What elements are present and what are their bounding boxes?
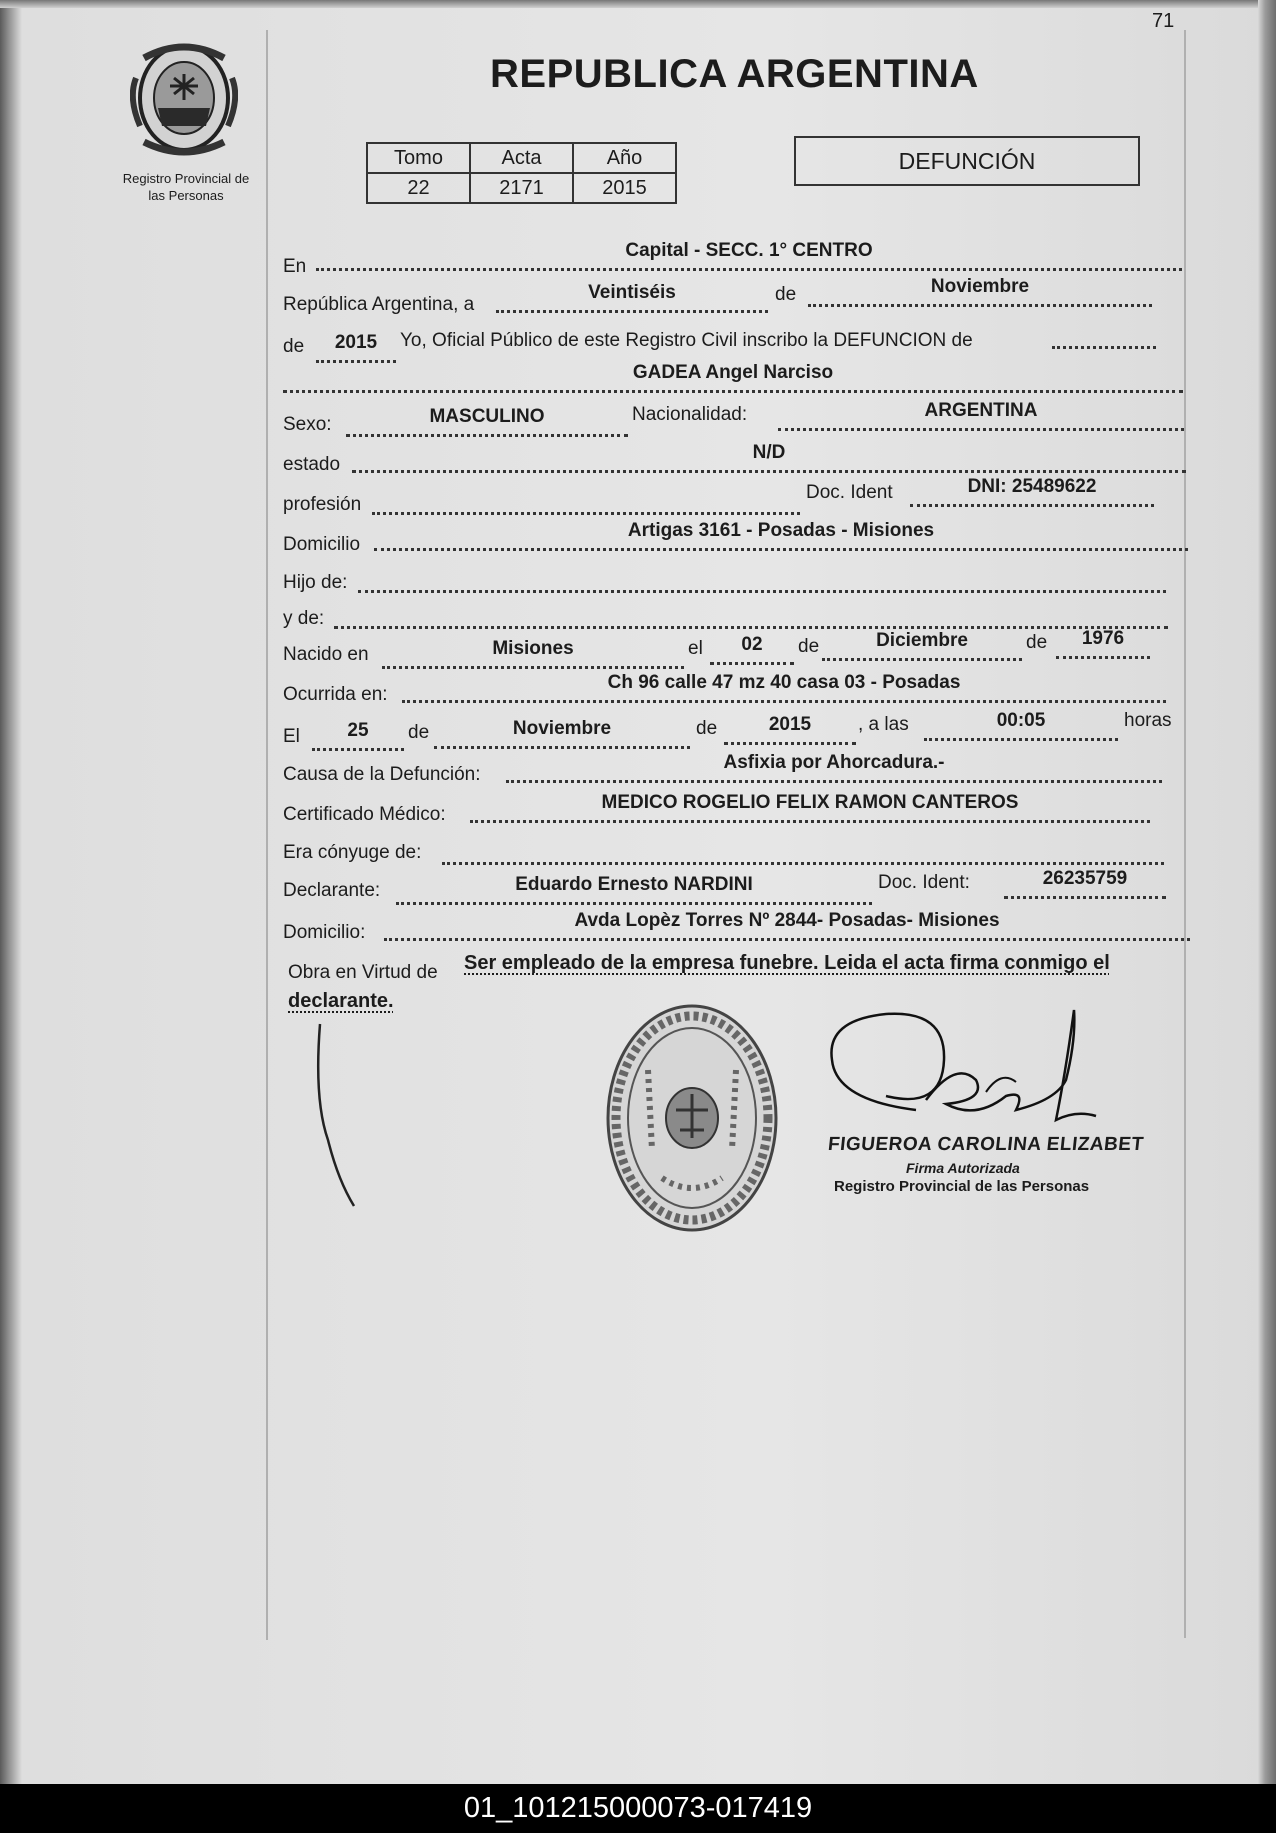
field-conyuge — [442, 832, 1164, 865]
field-ocurrida: Ch 96 calle 47 mz 40 casa 03 - Posadas — [402, 670, 1166, 703]
field-nacionalidad: ARGENTINA — [778, 398, 1184, 431]
field-mes: Noviembre — [808, 274, 1152, 307]
field-domicilio: Artigas 3161 - Posadas - Misiones — [374, 518, 1188, 551]
field-fallec-anio: 2015 — [724, 712, 856, 745]
field-nacido-lugar: Misiones — [382, 636, 684, 669]
label-obra: Obra en Virtud de — [288, 962, 438, 983]
page-number: 71 — [1152, 10, 1175, 32]
label-hijo-de: Hijo de: — [283, 572, 348, 593]
record-type-box: DEFUNCIÓN — [794, 136, 1140, 186]
field-causa: Asfixia por Ahorcadura.- — [506, 750, 1162, 783]
record-table — [366, 142, 677, 204]
label-de-5: de — [408, 722, 430, 743]
label-ocurrida-en: Ocurrida en: — [283, 684, 388, 705]
field-fallec-mes: Noviembre — [434, 716, 690, 749]
field-nacido-mes: Diciembre — [822, 628, 1022, 661]
label-de-1: de — [775, 284, 797, 305]
field-nacido-anio: 1976 — [1056, 626, 1150, 659]
signatory-name: FIGUEROA CAROLINA ELIZABET — [826, 1134, 1145, 1155]
field-anio: 2015 — [316, 330, 396, 363]
field-doc: DNI: 25489622 — [910, 474, 1154, 507]
label-y-de: y de: — [283, 608, 325, 629]
field-certificado: MEDICO ROGELIO FELIX RAMON CANTEROS — [470, 790, 1150, 823]
tomo-header: Tomo — [367, 143, 470, 173]
field-declarante: Eduardo Ernesto NARDINI — [396, 872, 872, 905]
field-dia: Veintiséis — [496, 280, 768, 313]
registry-label-line1: Registro Provincial de — [122, 171, 250, 186]
page-top-edge — [0, 0, 1276, 8]
field-hora: 00:05 — [924, 708, 1118, 741]
anio-value: 2015 — [573, 173, 676, 203]
field-y-de — [334, 596, 1168, 629]
field-declarante-doc: 26235759 — [1004, 866, 1166, 899]
page-binding-edge — [1258, 0, 1276, 1784]
margin-rule-right — [1184, 30, 1186, 1638]
signatory-org: Registro Provincial de las Personas — [834, 1178, 1090, 1195]
label-horas: horas — [1124, 710, 1172, 731]
official-stamp-icon — [602, 1000, 782, 1236]
label-causa: Causa de la Defunción: — [283, 764, 481, 785]
field-hijo-de — [358, 560, 1166, 593]
field-yo-continuation — [1052, 316, 1156, 349]
field-obra-line2: declarante. — [288, 990, 394, 1012]
label-declarante: Declarante: — [283, 880, 381, 901]
registry-label — [106, 170, 266, 204]
label-de-6: de — [696, 718, 718, 739]
field-profesion — [372, 482, 800, 515]
label-a-las: , a las — [858, 714, 909, 735]
label-conyuge: Era cónyuge de: — [283, 842, 422, 863]
label-doc-ident-2: Doc. Ident: — [878, 872, 970, 893]
margin-rule-left — [266, 30, 268, 1640]
label-nacionalidad: Nacionalidad: — [632, 404, 748, 425]
label-republica: República Argentina, a — [283, 294, 475, 315]
tomo-value: 22 — [367, 173, 470, 203]
field-obra-line1: Ser empleado de la empresa funebre. Leida el acta firma conmigo el — [464, 952, 1110, 974]
label-profesion: profesión — [283, 494, 362, 515]
label-estado: estado — [283, 454, 341, 475]
label-en: En — [283, 256, 307, 277]
field-sexo: MASCULINO — [346, 404, 628, 437]
field-nombre: GADEA Angel Narciso — [283, 360, 1183, 393]
label-el-cap: El — [283, 726, 300, 747]
field-nacido-dia: 02 — [710, 632, 794, 665]
footer-document-id: 01_101215000073-017419 — [0, 1784, 1276, 1833]
label-doc-ident: Doc. Ident — [806, 482, 893, 503]
label-domicilio-2: Domicilio: — [283, 922, 366, 943]
label-de-3: de — [798, 636, 820, 657]
field-declarante-domicilio: Avda Lopèz Torres Nº 2844- Posadas- Misiones — [384, 908, 1190, 941]
label-yo: Yo, Oficial Público de este Registro Civil inscribo la DEFUNCION de — [400, 330, 973, 351]
label-domicilio: Domicilio — [283, 534, 361, 555]
label-de-2: de — [283, 336, 305, 357]
anio-header: Año — [573, 143, 676, 173]
field-estado: N/D — [352, 440, 1186, 473]
signatory-role: Firma Autorizada — [906, 1160, 1020, 1176]
provincial-seal-icon — [130, 38, 238, 158]
label-de-4: de — [1026, 632, 1048, 653]
pen-stroke-mark — [310, 1020, 360, 1210]
country-title: REPUBLICA ARGENTINA — [490, 52, 979, 96]
registry-label-line2: las Personas — [148, 188, 224, 203]
field-fallec-dia: 25 — [312, 718, 404, 751]
label-nacido-en: Nacido en — [283, 644, 369, 665]
label-sexo: Sexo: — [283, 414, 332, 435]
label-certificado: Certificado Médico: — [283, 804, 446, 825]
acta-value: 2171 — [470, 173, 573, 203]
field-lugar: Capital - SECC. 1° CENTRO — [316, 238, 1182, 271]
label-el: el — [688, 638, 703, 659]
acta-header: Acta — [470, 143, 573, 173]
